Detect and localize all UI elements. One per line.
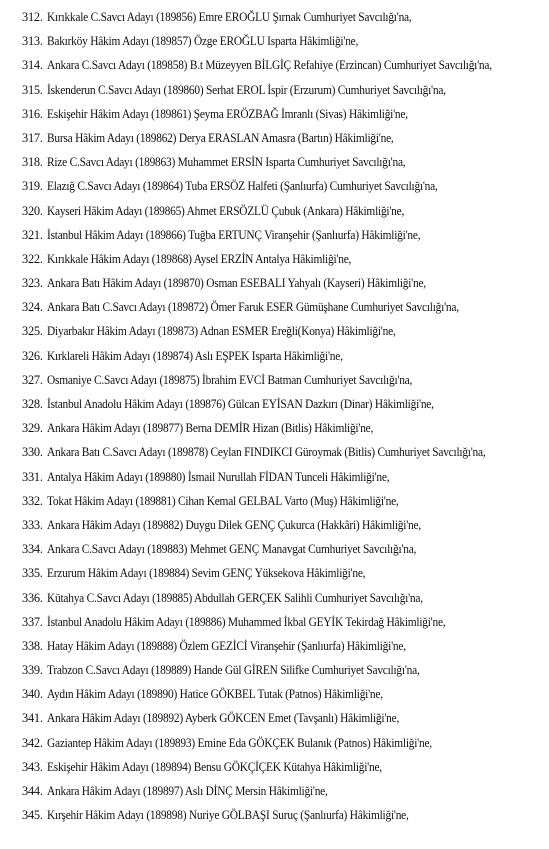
item-number: 318. — [22, 155, 43, 170]
item-text: İstanbul Anadolu Hâkim Adayı (189886) Muhammed İkbal GEYİK Tekirdağ Hâkimliği'ne, — [47, 614, 446, 629]
list-item — [0, 200, 549, 224]
list-item — [0, 466, 549, 490]
item-number: 314. — [22, 58, 43, 73]
item-text: İstanbul Anadolu Hâkim Adayı (189876) Gülcan EYİSAN Dazkırı (Dinar) Hâkimliği'ne, — [47, 397, 434, 411]
item-number: 321. — [22, 227, 43, 242]
item-number: 343. — [22, 759, 43, 774]
item-text: Ankara Hâkim Adayı (189877) Berna DEMİR Hizan (Bitlis) Hâkimliği'ne, — [47, 421, 374, 436]
item-text: Ankara Hâkim Adayı (189882) Duygu Dilek GENÇ Çukurca (Hakkâri) Hâkimliği'ne, — [47, 517, 421, 532]
item-text: Kırklareli Hâkim Adayı (189874) Aslı EŞPEK Isparta Hâkimliği'ne, — [47, 348, 343, 363]
list-item — [0, 296, 549, 320]
item-text: Kütahya C.Savcı Adayı (189885) Abdullah GERÇEK Salihli Cumhuriyet Savcılığı'na, — [47, 590, 423, 605]
item-number: 340. — [22, 687, 43, 702]
list-item — [0, 248, 549, 272]
item-number: 337. — [22, 614, 43, 629]
item-number: 325. — [22, 324, 43, 339]
list-item — [0, 611, 549, 635]
item-number: 315. — [22, 82, 43, 97]
list-item — [0, 756, 549, 780]
list-item — [0, 587, 549, 611]
list-item — [0, 562, 549, 586]
item-text: Ankara C.Savcı Adayı (189883) Mehmet GENÇ Manavgat Cumhuriyet Savcılığı'na, — [47, 542, 417, 557]
item-text: Aydın Hâkim Adayı (189890) Hatice GÖKBEL Tutak (Patnos) Hâkimliği'ne, — [47, 687, 383, 702]
item-text: Kayseri Hâkim Adayı (189865) Ahmet ERSÖZLÜ Çubuk (Ankara) Hâkimliği'ne, — [47, 203, 405, 218]
item-number: 312. — [22, 10, 43, 24]
item-number: 336. — [22, 590, 43, 605]
list-item — [0, 369, 549, 393]
list-item — [0, 175, 549, 199]
item-text: Kırıkkale C.Savcı Adayı (189856) Emre EROĞLU Şırnak Cumhuriyet Savcılığı'na, — [47, 10, 412, 24]
item-text: Hatay Hâkim Adayı (189888) Özlem GEZİCİ Viranşehir (Şanlıurfa) Hâkimliği'ne, — [47, 638, 406, 653]
list-item — [0, 417, 549, 441]
item-text: Tokat Hâkim Adayı (189881) Cihan Kemal GELBAL Varto (Muş) Hâkimliği'ne, — [47, 493, 399, 508]
item-number: 316. — [22, 106, 43, 121]
item-number: 345. — [22, 808, 43, 823]
item-text: Ankara Hâkim Adayı (189897) Aslı DİNÇ Mersin Hâkimliği'ne, — [47, 784, 328, 798]
item-text: Osmaniye C.Savcı Adayı (189875) İbrahim EVCİ Batman Cumhuriyet Savcılığı'na, — [47, 372, 413, 387]
item-text: Bakırköy Hâkim Adayı (189857) Özge EROĞLU Isparta Hâkimliği'ne, — [47, 34, 359, 49]
list-item — [0, 6, 549, 30]
list-item — [0, 393, 549, 417]
list-item — [0, 804, 549, 828]
item-number: 328. — [22, 397, 43, 411]
item-number: 342. — [22, 735, 43, 750]
item-text: Erzurum Hâkim Adayı (189884) Sevim GENÇ Yüksekova Hâkimliği'ne, — [47, 566, 366, 581]
list-item — [0, 538, 549, 562]
list-item — [0, 659, 549, 683]
list-item — [0, 514, 549, 538]
item-number: 330. — [22, 445, 43, 460]
item-text: Ankara Batı Hâkim Adayı (189870) Osman ESEBALI Yahyalı (Kayseri) Hâkimliği'ne, — [47, 276, 426, 291]
item-text: Eskişehir Hâkim Adayı (189861) Şeyma ERÖZBAĞ İmranlı (Sivas) Hâkimliği'ne, — [47, 106, 408, 121]
list-item — [0, 79, 549, 103]
item-number: 332. — [22, 493, 43, 508]
item-number: 331. — [22, 469, 43, 484]
item-text: Ankara C.Savcı Adayı (189858) B.t Müzeyyen BİLGİÇ Refahiye (Erzincan) Cumhuriyet Savcılığı'na, — [47, 58, 492, 73]
item-text: İskenderun C.Savcı Adayı (189860) Serhat EROL İspir (Erzurum) Cumhuriyet Savcılığı'na, — [47, 82, 446, 97]
item-text: Diyarbakır Hâkim Adayı (189873) Adnan ESMER Ereğli(Konya) Hâkimliği'ne, — [47, 324, 396, 339]
item-text: Eskişehir Hâkim Adayı (189894) Bensu GÖKÇİÇEK Kütahya Hâkimliği'ne, — [47, 759, 382, 774]
item-text: Elazığ C.Savcı Adayı (189864) Tuba ERSÖZ Halfeti (Şanlıurfa) Cumhuriyet Savcılığı'na, — [47, 179, 438, 194]
item-number: 320. — [22, 203, 43, 218]
list-item — [0, 345, 549, 369]
document-page — [0, 6, 549, 828]
item-number: 344. — [22, 784, 43, 798]
item-number: 338. — [22, 638, 43, 653]
list-item — [0, 490, 549, 514]
item-text: Ankara Hâkim Adayı (189892) Ayberk GÖKCEN Emet (Tavşanlı) Hâkimliği'ne, — [47, 711, 400, 726]
list-item — [0, 30, 549, 54]
list-item — [0, 224, 549, 248]
item-number: 319. — [22, 179, 43, 194]
item-text: Bursa Hâkim Adayı (189862) Derya ERASLAN Amasra (Bartın) Hâkimliği'ne, — [47, 130, 394, 145]
list-item — [0, 780, 549, 804]
item-text: Trabzon C.Savcı Adayı (189889) Hande Gül GİREN Silifke Cumhuriyet Savcılığı'na, — [47, 663, 420, 678]
item-number: 326. — [22, 348, 43, 363]
list-item — [0, 635, 549, 659]
list-item — [0, 441, 549, 465]
item-text: Rize C.Savcı Adayı (189863) Muhammet ERSİN Isparta Cumhuriyet Savcılığı'na, — [47, 155, 406, 170]
item-number: 324. — [22, 300, 43, 315]
list-item — [0, 151, 549, 175]
item-number: 323. — [22, 276, 43, 291]
list-item — [0, 103, 549, 127]
item-number: 333. — [22, 517, 43, 532]
item-number: 329. — [22, 421, 43, 436]
item-number: 327. — [22, 372, 43, 387]
item-number: 334. — [22, 542, 43, 557]
list-item — [0, 320, 549, 344]
item-text: Ankara Batı C.Savcı Adayı (189872) Ömer Faruk ESER Gümüşhane Cumhuriyet Savcılığı'na, — [47, 300, 459, 315]
list-item — [0, 683, 549, 707]
item-text: Ankara Batı C.Savcı Adayı (189878) Ceylan FINDIKCI Güroymak (Bitlis) Cumhuriyet Savcılığı'na, — [47, 445, 486, 460]
list-item — [0, 54, 549, 78]
item-number: 335. — [22, 566, 43, 581]
item-text: Kırıkkale Hâkim Adayı (189868) Aysel ERZİN Antalya Hâkimliği'ne, — [47, 251, 352, 266]
item-number: 313. — [22, 34, 43, 49]
item-text: İstanbul Hâkim Adayı (189866) Tuğba ERTUNÇ Viranşehir (Şanlıurfa) Hâkimliği'ne, — [47, 227, 421, 242]
item-number: 341. — [22, 711, 43, 726]
item-number: 322. — [22, 251, 43, 266]
item-text: Kırşehir Hâkim Adayı (189898) Nuriye GÖLBAŞI Suruç (Şanlıurfa) Hâkimliği'ne, — [47, 808, 409, 823]
item-text: Antalya Hâkim Adayı (189880) İsmail Nurullah FİDAN Tunceli Hâkimliği'ne, — [47, 469, 390, 484]
list-item — [0, 127, 549, 151]
item-number: 317. — [22, 130, 43, 145]
item-number: 339. — [22, 663, 43, 678]
item-text: Gaziantep Hâkim Adayı (189893) Emine Eda GÖKÇEK Bulanık (Patnos) Hâkimliği'ne, — [47, 735, 432, 750]
list-item — [0, 732, 549, 756]
list-item — [0, 272, 549, 296]
list-item — [0, 707, 549, 731]
